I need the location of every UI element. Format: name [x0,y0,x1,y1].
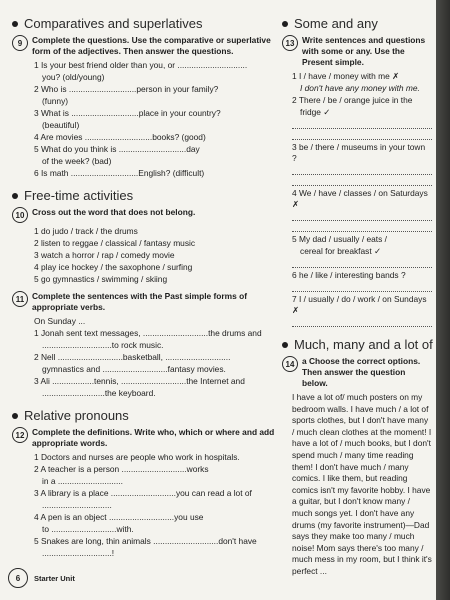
exercise-item: 4 play ice hockey / the saxophone / surfing [34,262,193,272]
exercise-items [292,234,432,257]
exercise-instructions: Complete the sentences with the Past simple forms of appropriate verbs. [32,291,248,312]
exercise-item: On Sunday ... [34,316,86,326]
left-column [12,10,278,560]
exercise-item: cereal for breakfast ✓ [300,246,382,256]
exercise-item: you? (old/young) [42,72,105,82]
right-column [282,10,432,578]
exercise-13 [282,35,432,68]
exercise-instructions: Complete the definitions. Write who, which or where and add appropriate words. [32,427,275,448]
exercise-items [292,270,432,281]
exercise-items [34,60,278,179]
bullet-icon [12,193,18,199]
exercise-item: I don't have any money with me. [300,83,420,93]
exercise-item: ...........................the keyboard. [42,388,156,398]
exercise-item: 2 Who is .............................person in your family? [34,84,219,94]
bullet-icon [282,342,288,348]
exercise-instructions: Cross out the word that does not belong. [32,207,196,217]
exercise-items [34,226,278,285]
exercise-instructions: Write sentences and questions with some or any. Use the Present simple. [302,35,426,67]
exercise-item: 6 he / like / interesting bands ? [292,270,406,280]
exercise-item: 5 go gymnastics / swimming / skiing [34,274,168,284]
exercise-item: ..............................! [42,548,115,558]
exercise-items [292,294,432,316]
exercise-item: 5 My dad / usually / eats / [292,234,387,244]
exercise-item: 2 There / be / orange juice in the [292,95,413,105]
exercise-item: 4 We / have / classes / on Saturdays ✗ [292,188,428,209]
exercise-item: in a ............................ [42,476,123,486]
exercise-item: (funny) [42,96,69,106]
exercise-item: 3 What is .............................place in your country? [34,108,221,118]
exercise-item: 2 A teacher is a person ............................works [34,464,209,474]
answer-line[interactable] [292,283,432,292]
bullet-icon [12,413,18,419]
exercise-items [292,71,432,118]
exercise-11 [12,291,278,313]
exercise-item: 1 Doctors and nurses are people who work in hospitals. [34,452,240,462]
exercise-item: to ............................with. [42,524,134,534]
exercise-10 [12,207,278,223]
exercise-paragraph: I have a lot of/ much posters on my bedroom walls. I have much / a lot of sports clothes, but I don't have many / much clean clothes at the moment! I have a lot of / much books, but I don't spend much / many time reading them! I don't have much / many comics. I like them, but reading comics isn't my favorite hobby. I have a guitar, but I don't know many / much songs yet. I don't have any drums (my favorite instrument)—Dad says they make too many / much noise! Mom says there's too many / much mess in my room, but I think it's perfect ... [292,392,432,576]
exercise-14 [282,356,432,389]
exercise-number: 12 [12,427,28,443]
unit-label: Starter Unit [34,573,75,583]
exercise-item: 1 do judo / track / the drums [34,226,138,236]
exercise-instructions: a Choose the correct options. Then answer the question below. [302,356,421,388]
answer-line[interactable] [292,120,432,129]
answer-line[interactable] [292,131,432,140]
exercise-item: 4 Are movies .............................books? (good) [34,132,206,142]
exercise-number: 13 [282,35,298,51]
section-heading: Some and any [282,16,432,31]
exercise-items [292,188,432,210]
exercise-item: 1 Jonah sent text messages, ............................the drums and [34,328,262,338]
section-heading: Much, many and a lot of [282,337,432,352]
exercise-item: 1 Is your best friend older than you, or .............................. [34,60,248,70]
exercise-item: of the week? (bad) [42,156,112,166]
exercise-12 [12,427,278,449]
page-edge-shadow [436,0,450,600]
exercise-item: 3 watch a horror / rap / comedy movie [34,250,175,260]
exercise-number: 10 [12,207,28,223]
exercise-item: 2 Nell ............................basketball, ............................ [34,352,231,362]
exercise-item: 5 What do you think is .............................day [34,144,200,154]
exercise-9 [12,35,278,57]
exercise-instructions: Complete the questions. Use the comparative or superlative form of the adjectives. Then answer the questions. [32,35,271,56]
exercise-item: 3 Ali ..................tennis, ............................the Internet and [34,376,245,386]
page-footer [8,568,75,588]
exercise-item: 3 A library is a place ............................you can read a lot of [34,488,252,498]
answer-line[interactable] [292,223,432,232]
exercise-item: 1 I / have / money with me ✗ [292,71,400,81]
answer-line[interactable] [292,318,432,327]
exercise-item: fridge ✓ [300,107,331,117]
exercise-items [34,316,278,399]
exercise-item: 7 I / usually / do / work / on Sundays ✗ [292,294,427,315]
bullet-icon [282,21,288,27]
exercise-number: 11 [12,291,28,307]
section-heading: Relative pronouns [12,408,278,423]
exercise-item: .............................. [42,500,112,510]
exercise-items [34,452,278,559]
exercise-items [292,142,432,164]
exercise-number: 9 [12,35,28,51]
answer-line[interactable] [292,177,432,186]
exercise-item: 4 A pen is an object ............................you use [34,512,204,522]
exercise-item: (beautiful) [42,120,80,130]
exercise-item: 5 Snakes are long, thin animals ............................don't have [34,536,257,546]
section-heading: Free-time activities [12,188,278,203]
answer-line[interactable] [292,212,432,221]
page-number: 6 [8,568,28,588]
exercise-item: 3 be / there / museums in your town ? [292,142,426,163]
exercise-item: gymnastics and ............................fantasy movies. [42,364,226,374]
bullet-icon [12,21,18,27]
exercise-number: 14 [282,356,298,372]
section-heading: Comparatives and superlatives [12,16,278,31]
exercise-item: ..............................to rock music. [42,340,164,350]
exercise-item: 2 listen to reggae / classical / fantasy music [34,238,196,248]
exercise-item: 6 Is math .............................English? (difficult) [34,168,205,178]
answer-line[interactable] [292,259,432,268]
answer-line[interactable] [292,166,432,175]
